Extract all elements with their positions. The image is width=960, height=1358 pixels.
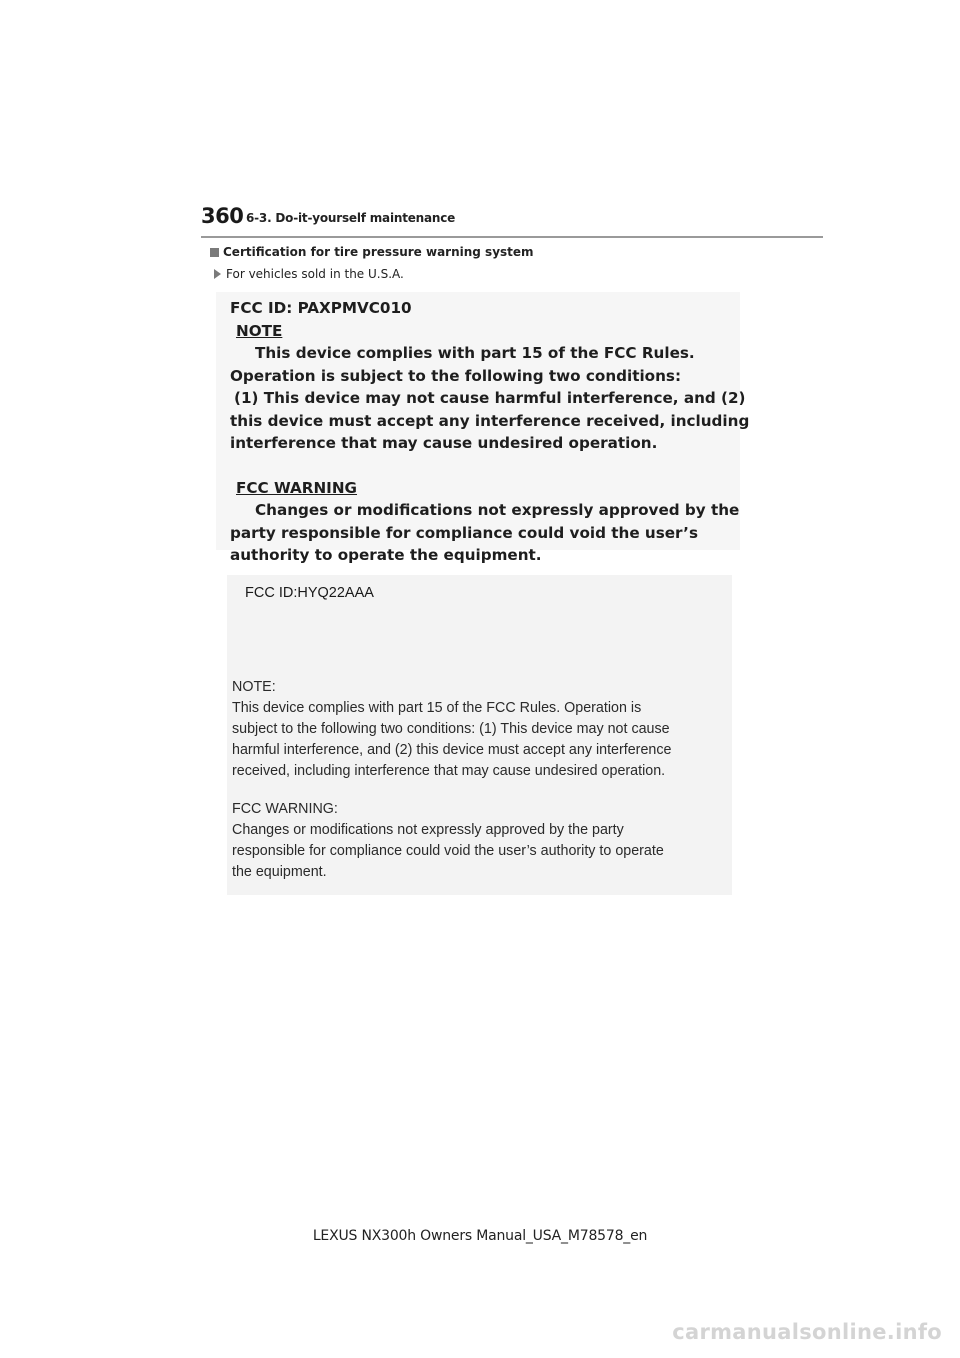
square-bullet-icon <box>210 248 219 257</box>
watermark: carmanualsonline.info <box>672 1320 942 1344</box>
page-footer: LEXUS NX300h Owners Manual_USA_M78578_en <box>312 1228 648 1244</box>
triangle-bullet-icon <box>214 269 221 279</box>
fcc-label-pmvc010 <box>216 292 750 564</box>
bullet-text: For vehicles sold in the U.S.A. <box>226 267 404 281</box>
label2-line: This device complies with part 15 of the FCC Rules. Operation is <box>232 700 642 716</box>
label2-line: the equipment. <box>232 864 327 880</box>
label1-line: party responsible for compliance could void the user’s <box>230 523 698 542</box>
label1-line: This device complies with part 15 of the FCC Rules. <box>255 344 695 362</box>
label2-line: harmful interference, and (2) this device must accept any interference <box>232 742 672 758</box>
label1-line: Changes or modifications not expressly approved by the <box>255 501 740 519</box>
note-heading: NOTE <box>236 321 283 340</box>
fcc-id-line: FCC ID: PAXPMVC010 <box>230 299 412 317</box>
label1-line: Operation is subject to the following two conditions: <box>230 366 682 385</box>
section-title: 6-3. Do-it-yourself maintenance <box>246 211 456 225</box>
label1-line: this device must accept any interference received, including <box>230 411 750 430</box>
fcc-warning-heading: FCC WARNING: <box>232 801 338 817</box>
label2-line: received, including interference that may cause undesired operation. <box>232 763 666 779</box>
page-number: 360 <box>201 204 244 228</box>
label1-line: (1) This device may not cause harmful interference, and (2) <box>234 389 746 407</box>
fcc-id-line: FCC ID:HYQ22AAA <box>245 585 374 601</box>
label2-line: Changes or modifications not expressly approved by the party <box>232 822 624 838</box>
label2-line: responsible for compliance could void the user’s authority to operate <box>232 843 664 859</box>
label1-line: interference that may cause undesired operation. <box>230 434 658 452</box>
label1-line: authority to operate the equipment. <box>230 546 542 564</box>
fcc-label-hyq22aaa <box>227 575 732 895</box>
vehicle-region-bullet <box>214 267 404 281</box>
subheading-text: Certification for tire pressure warning system <box>223 245 534 259</box>
note-heading: NOTE: <box>232 679 276 695</box>
fcc-warning-heading: FCC WARNING <box>236 478 358 497</box>
label2-line: subject to the following two conditions: (1) This device may not cause <box>232 721 670 737</box>
subheading <box>210 245 534 259</box>
page-header <box>201 204 823 238</box>
